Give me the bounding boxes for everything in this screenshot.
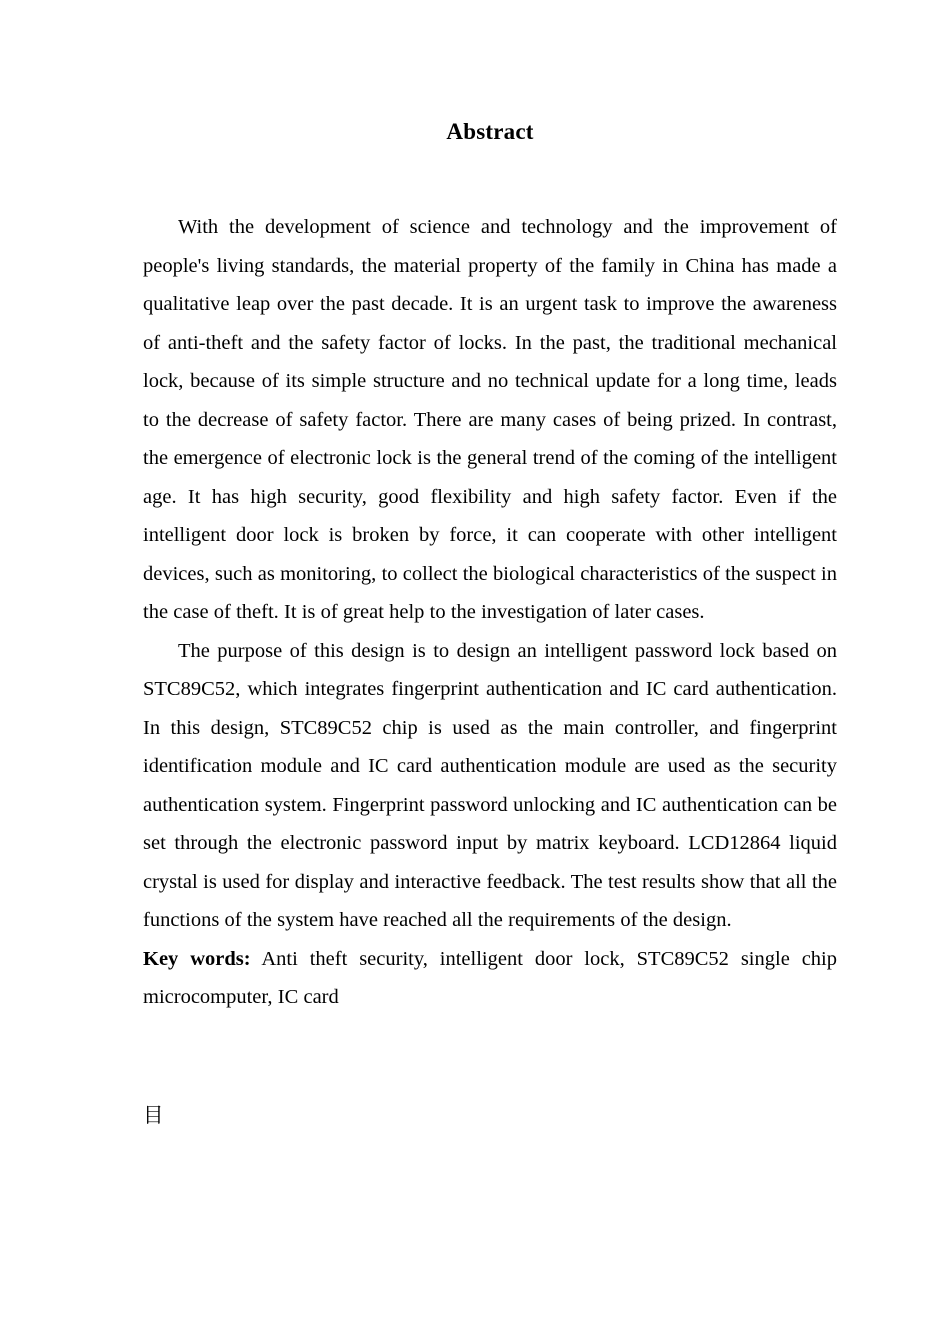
abstract-body [143, 208, 837, 1017]
abstract-paragraph-1: With the development of science and technology and the improvement of people's living standards, the material property of the family in China has made a qualitative leap over the past decade. It is an urgent task to improve the awareness of anti-theft and the safety factor of locks. In the past, the traditional mechanical lock, because of its simple structure and no technical update for a long time, leads to the decrease of safety factor. There are many cases of being prized. In contrast, the emergence of electronic lock is the general trend of the coming of the intelligent age. It has high security, good flexibility and high safety factor. Even if the intelligent door lock is broken by force, it can cooperate with other intelligent devices, such as monitoring, to collect the biological characteristics of the suspect in the case of theft. It is of great help to the investigation of later cases. [143, 216, 837, 623]
keywords-line [143, 940, 837, 1017]
keywords-value: Anti theft security, intelligent door lock, STC89C52 single chip microcomputer, IC card [143, 947, 837, 1008]
contents-heading-glyph: 目 [143, 1102, 164, 1127]
keywords-label: Key words: [143, 947, 251, 970]
abstract-paragraph-2: The purpose of this design is to design an intelligent password lock based on STC89C52, which integrates fingerprint authentication and IC card authentication. In this design, STC89C52 chip is used as the main controller, and fingerprint identification module and IC card authentication module are used as the security authentication system. Fingerprint password unlocking and IC authentication can be set through the electronic password input by matrix keyboard. LCD12864 liquid crystal is used for display and interactive feedback. The test results show that all the functions of the system have reached all the requirements of the design. [143, 639, 837, 931]
page-content [143, 0, 837, 1134]
page-title: Abstract [446, 119, 534, 144]
